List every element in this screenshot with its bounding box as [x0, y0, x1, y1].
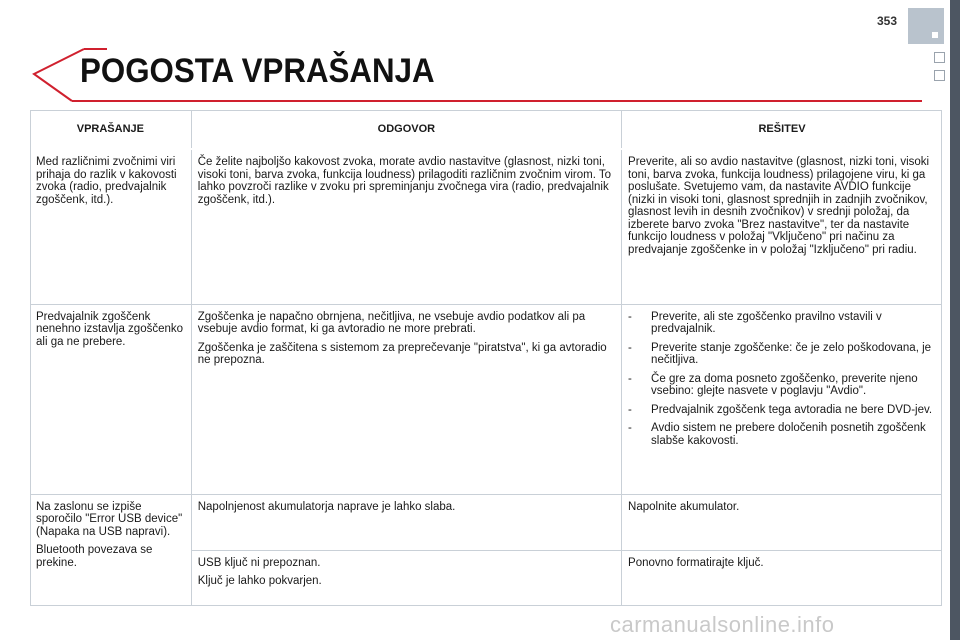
table-row — [30, 304, 942, 494]
cell-solution — [622, 304, 942, 494]
cell-question: Na zaslonu se izpiše sporočilo "Error USB device" (Napaka na USB napravi). Bluetooth povezava se prekine. — [30, 494, 191, 606]
watermark: carmanualsonline.info — [610, 612, 835, 637]
cell-answer: Napolnjenost akumulatorja naprave je lahko slaba. — [191, 494, 621, 550]
table-row — [30, 149, 942, 304]
side-bar — [950, 0, 960, 640]
header-answer: ODGOVOR — [191, 110, 621, 149]
header-question: VPRAŠANJE — [30, 110, 191, 149]
list-item: - Če gre za doma posneto zgoščenko, preverite njeno vsebino: glejte nasvete v poglavju "Avdio". — [628, 373, 937, 398]
cell-solution: Ponovno formatirajte ključ. — [622, 550, 942, 606]
faq-table — [30, 110, 942, 606]
cell-answer: USB ključ ni prepoznan. Ključ je lahko pokvarjen. — [191, 550, 621, 606]
solution-list — [628, 311, 937, 448]
side-box-2 — [934, 70, 945, 81]
header-solution: REŠITEV — [622, 110, 942, 149]
table-row — [30, 494, 942, 550]
cell-answer: Zgoščenka je napačno obrnjena, nečitljiva, ne vsebuje avdio podatkov ali pa vsebuje avdio format, ki ga avtoradio ne more prebrati. Zgoščenka je zaščitena s sistemom za preprečevanje "piratstva", ki ga avtoradio ne prepozna. — [191, 304, 621, 494]
list-item: - Preverite, ali ste zgoščenko pravilno vstavili v predvajalnik. — [628, 311, 937, 336]
side-box-1 — [934, 52, 945, 63]
cell-solution: Preverite, ali so avdio nastavitve (glasnost, nizki toni, visoki toni, barva zvoka, funkcija loudness) prilagojene viru, ki ga poslušate. Svetujemo vam, da nastavite AVDIO funkcije (nizki in visoki toni, glasnost sprednjih in zadnjih zvočnikov, glasnost levih in desnih zvočnikov) v srednji položaj, da izberete barvo zvoka "Brez nastavitve", ter da nastavite funkcijo loudness v položaj "Vključeno" pri načinu za predvajanje zgoščenke in v položaj "Izključeno" pri radiu. — [622, 149, 942, 304]
corner-tab — [908, 8, 944, 44]
list-item: - Preverite stanje zgoščenke: če je zelo poškodovana, je nečitljiva. — [628, 342, 937, 367]
cell-question: Med različnimi zvočnimi viri prihaja do razlik v kakovosti zvoka (radio, predvajalnik zgoščenk, itd.). — [30, 149, 191, 304]
cell-question: Predvajalnik zgoščenk nenehno izstavlja zgoščenko ali ga ne prebere. — [30, 304, 191, 494]
list-item: - Predvajalnik zgoščenk tega avtoradia ne bere DVD-jev. — [628, 404, 937, 417]
cell-solution: Napolnite akumulator. — [622, 494, 942, 550]
cell-answer: Če želite najboljšo kakovost zvoka, morate avdio nastavitve (glasnost, nizki toni, visoki toni, barva zvoka, funkcija loudness) prilagoditi različnim zvočnim virom. To lahko povzroči razlike v zvoku pri spreminjanju zvočnega vira (radio, predvajalnik zgoščenk, itd.). — [191, 149, 621, 304]
list-item: - Avdio sistem ne prebere določenih posnetih zgoščenk slabše kakovosti. — [628, 422, 937, 447]
page-number: 353 — [877, 14, 898, 28]
page-title: POGOSTA VPRAŠANJA — [80, 52, 435, 90]
